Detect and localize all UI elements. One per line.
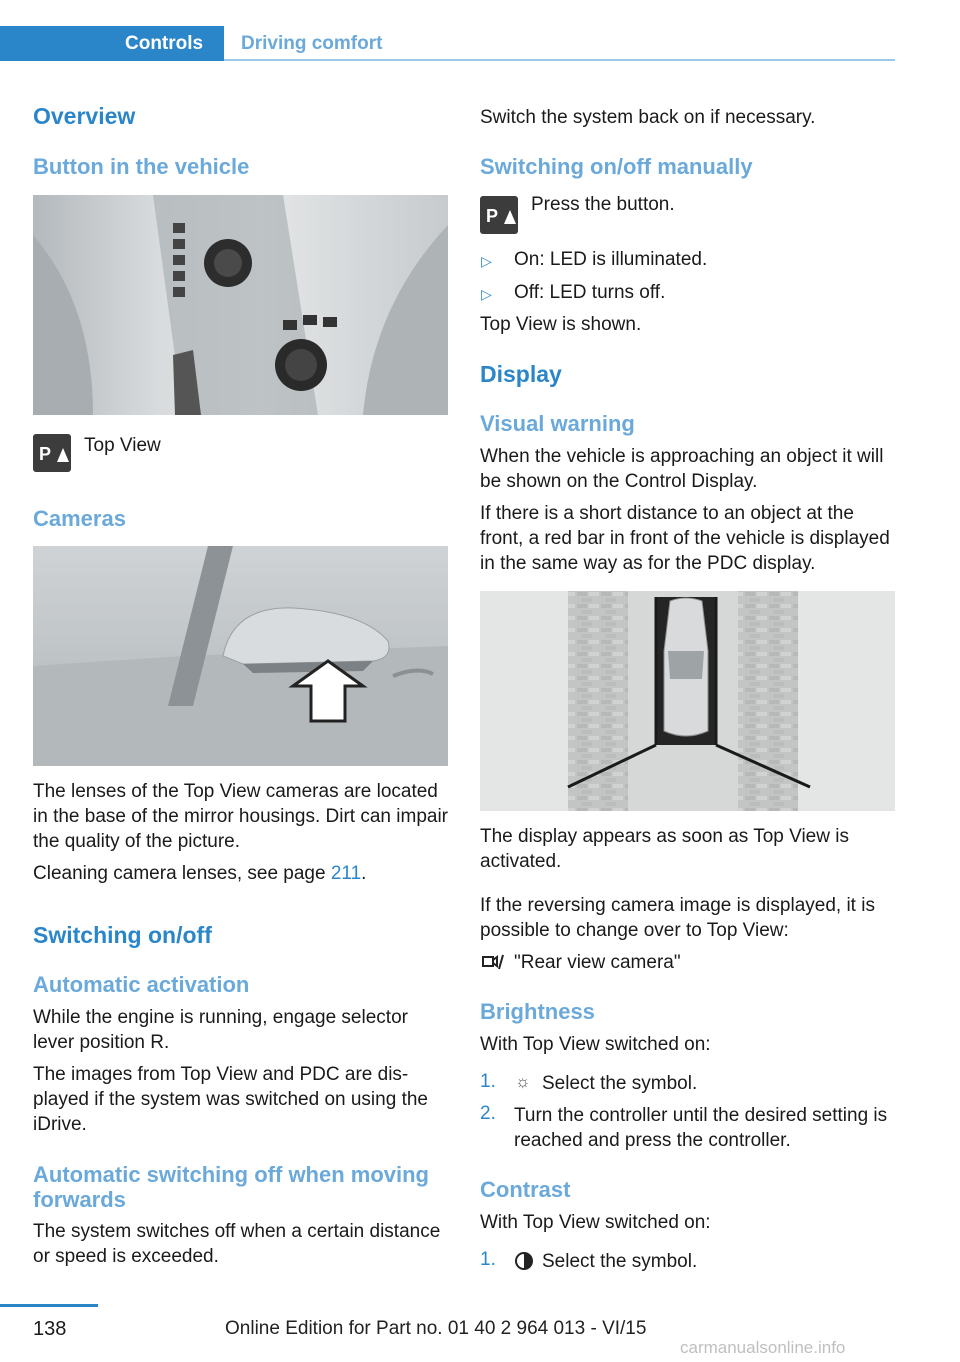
lenses-text: The lenses of the Top View cameras are located in the base of the mirror housings. Dirt can impair the quality of the picture.	[33, 781, 449, 852]
top-view-button-icon-2	[480, 196, 518, 234]
auto-text-1: While the engine is running, engage selector lever position R.	[33, 1007, 408, 1053]
bullet-on: On: LED is illuminated.	[514, 249, 708, 270]
contrast-heading: Contrast	[480, 1177, 571, 1202]
step-number: 1.	[480, 1071, 496, 1092]
svg-text:P: P	[39, 444, 52, 464]
overview-heading: Overview	[33, 103, 136, 129]
manual-heading: Switching on/off manually	[480, 154, 753, 179]
brightness-step-1: Select the symbol.	[542, 1073, 698, 1094]
watermark: carmanualsonline.info	[680, 1338, 846, 1357]
edition-text: Online Edition for Part no. 01 40 2 964 013 - VI/15	[225, 1318, 647, 1339]
mirror-photo	[33, 546, 448, 766]
rear-view-camera-label: "Rear view camera"	[514, 952, 681, 973]
top-view-shown: Top View is shown.	[480, 314, 642, 335]
contrast-icon	[514, 1251, 534, 1271]
tab-driving-comfort[interactable]: Driving comfort	[224, 26, 895, 61]
bullet-off: Off: LED turns off.	[514, 282, 666, 303]
footer-rule	[0, 1304, 98, 1307]
reversing-text: If the reversing camera image is displayed, it is possible to change over to Top View:	[480, 895, 875, 941]
step-number: 1.	[480, 1249, 496, 1270]
rear-camera-icon	[481, 951, 505, 973]
auto-off-text: The system switches off when a certain distance or speed is exceeded.	[33, 1221, 441, 1267]
tab-controls[interactable]: Controls	[0, 26, 224, 61]
cleaning-label: Cleaning camera lenses, see page	[33, 863, 331, 884]
contrast-step-1: Select the symbol.	[542, 1251, 698, 1272]
switch-back-text: Switch the system back on if necessary.	[480, 107, 816, 128]
brightness-step-2: Turn the controller until the desired setting is reached and press the controller.	[514, 1105, 888, 1151]
brightness-sun-icon: ☼	[515, 1072, 531, 1091]
console-photo	[33, 195, 448, 415]
brightness-heading: Brightness	[480, 999, 595, 1024]
contrast-intro: With Top View switched on:	[480, 1212, 711, 1233]
bullet-triangle-icon: ▷	[481, 253, 492, 269]
svg-text:P: P	[486, 206, 499, 226]
warn-text-1: When the vehicle is approaching an object it will be shown on the Control Display.	[480, 446, 884, 492]
top-view-display-image	[480, 591, 895, 811]
cameras-heading: Cameras	[33, 506, 126, 531]
page-link-211[interactable]: 211	[330, 863, 362, 884]
display-appears-text: The display appears as soon as Top View is activated.	[480, 826, 849, 872]
button-heading: Button in the vehicle	[33, 154, 250, 179]
warn-text-2: If there is a short distance to an object at the front, a red bar in front of the vehicle is displayed in the same way as for the PDC display.	[480, 503, 890, 574]
switching-heading: Switching on/off	[33, 922, 212, 948]
display-heading: Display	[480, 361, 562, 387]
top-view-button-icon	[33, 434, 71, 472]
top-view-illustration	[480, 591, 895, 811]
auto-off-heading: Automatic switching off when moving forwards	[33, 1162, 429, 1212]
visual-warning-heading: Visual warning	[480, 411, 635, 436]
page-number: 138	[33, 1318, 67, 1340]
auto-text-2: The images from Top View and PDC are displayed if the system was switched on using the iDrive.	[33, 1064, 428, 1135]
cleaning-end: .	[361, 863, 367, 884]
top-view-label: Top View	[84, 435, 161, 456]
mirror-illustration	[33, 546, 448, 766]
auto-activation-heading: Automatic activation	[33, 972, 250, 997]
brightness-intro: With Top View switched on:	[480, 1034, 711, 1055]
bullet-triangle-icon: ▷	[481, 286, 492, 302]
press-button-text: Press the button.	[531, 194, 675, 215]
cleaning-text	[33, 861, 451, 886]
console-illustration	[33, 195, 448, 415]
step-number: 2.	[480, 1103, 496, 1124]
